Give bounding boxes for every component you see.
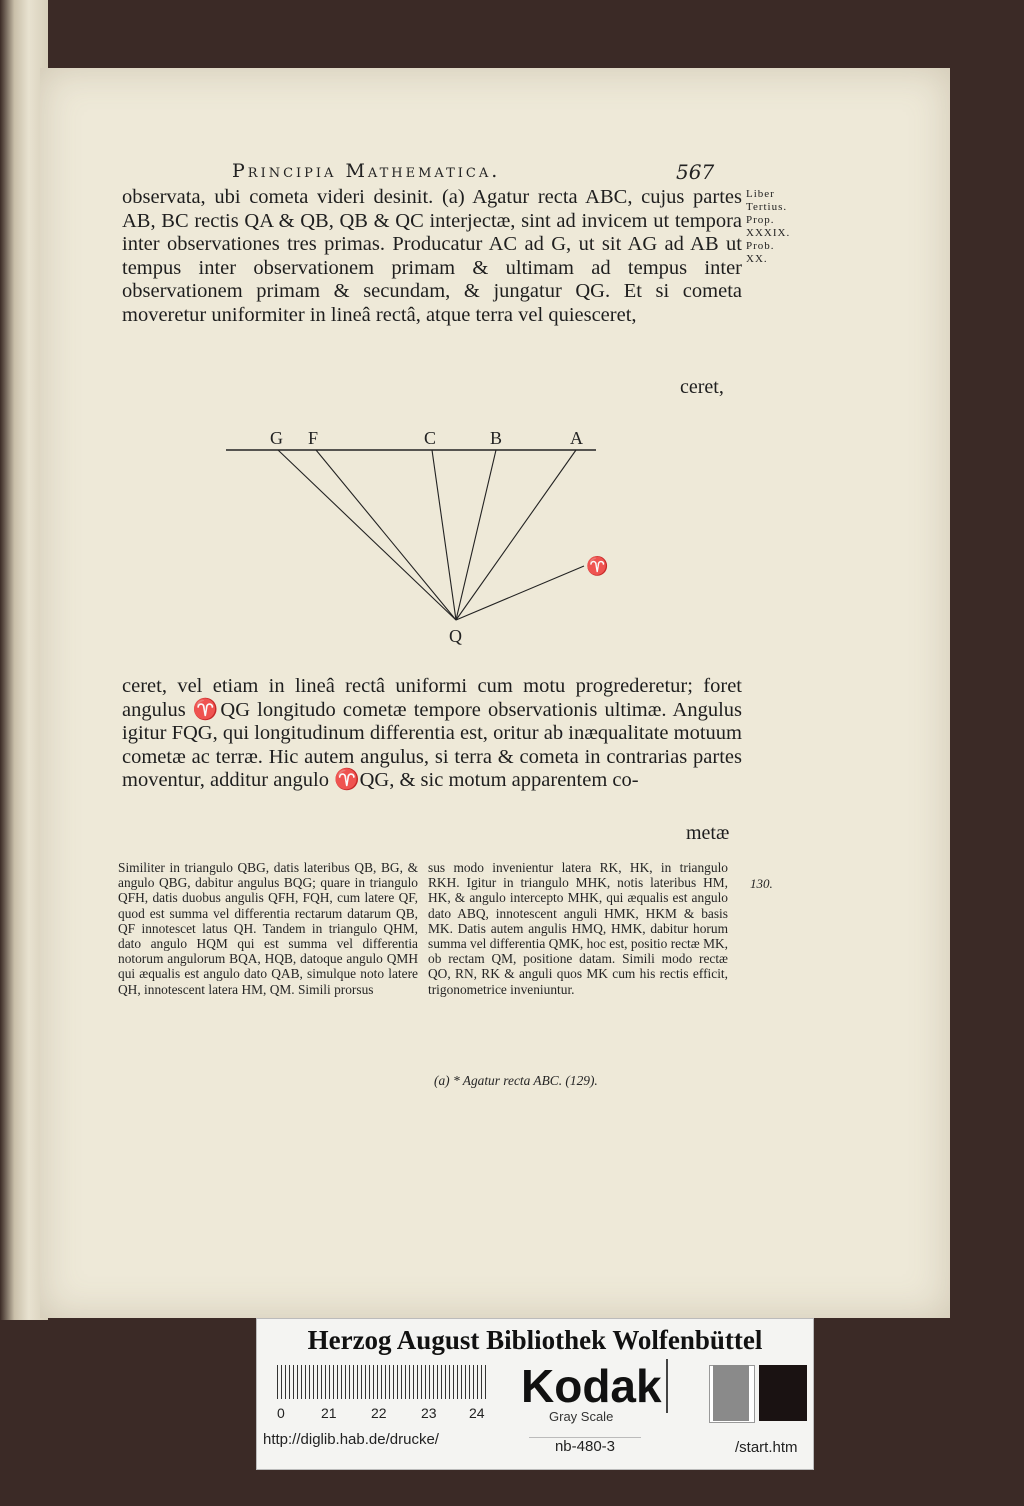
ruler-number: 23 [421, 1405, 437, 1421]
label-aries: ♈ [586, 556, 609, 576]
swatch-black [759, 1365, 807, 1421]
label-c: C [424, 428, 437, 448]
running-head: Principia Mathematica. [232, 160, 501, 182]
ruler-number: 24 [469, 1405, 485, 1421]
label-a: A [570, 428, 583, 448]
catchword-top: ceret, [680, 376, 724, 398]
margin-note: Liber Tertius. Prop. XXXIX. Prob. XX. [746, 188, 791, 265]
url-text: http://diglib.hab.de/drucke/ [263, 1431, 439, 1448]
label-b: B [490, 428, 503, 448]
footnote-right-column: sus modo invenientur latera RK, HK, in triangulo RKH. Igitur in triangulo MHK, notis lateribus HM, HK, & angulo intercepto MHK, qui æqualis est angulo dato ABQ, innotescent anguli HMK, HKM & basis MK. Datis autem angulis HMQ, HMK, dabitur horum summa vel differentia QMK, hoc est, positio rectæ MK, ob rectam QM, positione datam. Simili modo rectæ QO, RN, RK & anguli quos MK cum his rectis efficit, trigonometrice inveniuntur. [428, 860, 728, 997]
catchword-middle: metæ [686, 822, 730, 844]
gray-scale-label: Gray Scale [549, 1409, 614, 1424]
ruler-scale [277, 1365, 489, 1399]
line-qg [278, 450, 456, 620]
label-q: Q [449, 626, 462, 646]
start-text: /start.htm [735, 1439, 798, 1456]
footnote-left-column: Similiter in triangulo QBG, datis lateribus QB, BG, & angulo QBG, dabitur angulus BQG; quare in triangulo QFH, datis duobus angulis QFH, FQH, cum latere QF, quod est summa vel differentia rectarum datarum QB, QF innotescet latus QH. Tandem in triangulo QHM, dato angulo HQM qui est summa vel differentia notorum angulorum BQA, HQB, datoque angulo QMH qui æqualis est angulo dato QAB, simulque noto latere QH, innotescent latera HM, QM. Simili prorsus [118, 860, 418, 997]
ruler-number: 22 [371, 1405, 387, 1421]
label-g: G [270, 428, 283, 448]
kodak-logo: Kodak [521, 1359, 668, 1413]
library-title: Herzog August Bibliothek Wolfenbüttel [307, 1325, 763, 1355]
footnote-reference: (a) * Agatur recta ABC. (129). [434, 1073, 598, 1088]
geometric-diagram [220, 420, 640, 660]
id-text: nb-480-3 [529, 1437, 641, 1455]
page-number: 567 [676, 160, 715, 184]
ruler-number: 0 [277, 1405, 285, 1421]
footnote-number: 130. [750, 876, 773, 891]
color-target-card [256, 1318, 814, 1470]
line-qb [456, 450, 496, 620]
text-block-middle: ceret, vel etiam in lineâ rectâ uniformi cum motu progrederetur; foret angulus ♈QG longitudo cometæ tempore observationis ultimæ. Angulus igitur FQG, qui longitudinum differentia est, oritur ab inæqualitate motuum cometæ ac terræ. Hic autem angulus, si terra & cometa in contrarias partes moventur, additur angulo ♈QG, & sic motum apparentem co- [122, 675, 742, 792]
swatch-gray [713, 1365, 749, 1421]
line-qf [316, 450, 456, 620]
text-block-top: observata, ubi cometa videri desinit. (a) Agatur recta ABC, cujus partes AB, BC rectis QA & QB, QB & QC interjectæ, sint ad invicem ut tempora inter observationes tres primas. Producatur AC ad G, ut sit AG ad AB ut tempus inter observationem primam & ultimam ad tempus inter observationem primam & secundam, & jungatur QG. Et si cometa moveretur uniformiter in lineâ rectâ, atque terra vel quiesceret, [122, 186, 742, 326]
ruler-number: 21 [321, 1405, 337, 1421]
label-f: F [308, 428, 319, 448]
